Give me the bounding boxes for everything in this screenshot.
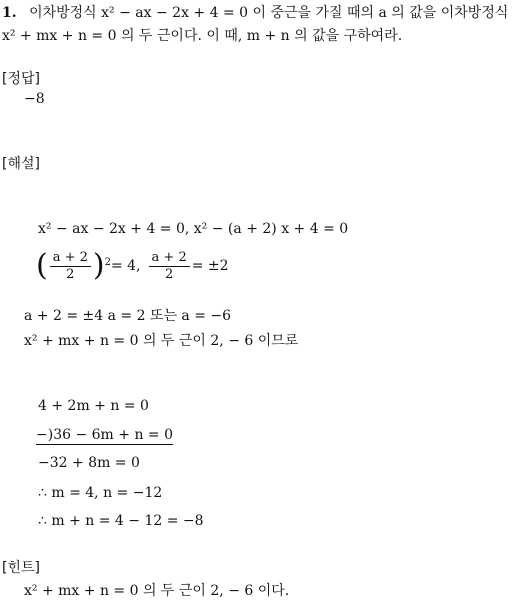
fraction-1: $\frac{a + 2}{2}$ — [50, 250, 91, 283]
calc-line-4: ∴ m = 4, n = −12 — [38, 485, 163, 501]
problem-text-2: x² + mx + n = 0 의 두 근이다. 이 때, m + n 의 값을 구하여라. — [2, 28, 403, 44]
answer-heading: [정답] — [2, 71, 40, 87]
solution-heading: [해설] — [2, 156, 40, 172]
answer-value: −8 — [24, 91, 45, 107]
problem-line-1 — [2, 2, 508, 22]
problem-text-1: 이차방정식 x² − ax − 2x + 4 = 0 이 중근을 가질 때의 a 의 값을 이차방정식 — [29, 5, 509, 21]
calc-line-3: −32 + 8m = 0 — [38, 455, 140, 471]
square-exponent: 2 — [104, 256, 111, 268]
fraction-2: $\frac{a + 2}{2}$ — [149, 250, 190, 283]
eq2-end: = ±2 — [191, 258, 229, 274]
calc-line-5: ∴ m + n = 4 − 12 = −8 — [38, 513, 204, 529]
subtraction-row: −)36 − 6m + n = 0 — [36, 427, 174, 443]
eq2-mid: = 4, — [111, 258, 141, 274]
solution-eq-2 — [36, 246, 229, 286]
right-paren: ) — [92, 248, 105, 283]
calc-line-1: 4 + 2m + n = 0 — [38, 398, 149, 414]
solution-line-3: a + 2 = ±4 a = 2 또는 a = −6 — [24, 308, 232, 324]
problem-number: 1. — [2, 5, 17, 21]
calc-line-2 — [36, 427, 173, 443]
hint-heading: [힌트] — [2, 560, 40, 576]
left-paren: ( — [36, 248, 48, 283]
solution-line-4: x² + mx + n = 0 의 두 근이 2, − 6 이므로 — [24, 333, 299, 349]
hint-text: x² + mx + n = 0 의 두 근이 2, − 6 이다. — [24, 583, 290, 599]
solution-eq-1: x² − ax − 2x + 4 = 0, x² − (a + 2) x + 4 = 0 — [38, 221, 349, 237]
